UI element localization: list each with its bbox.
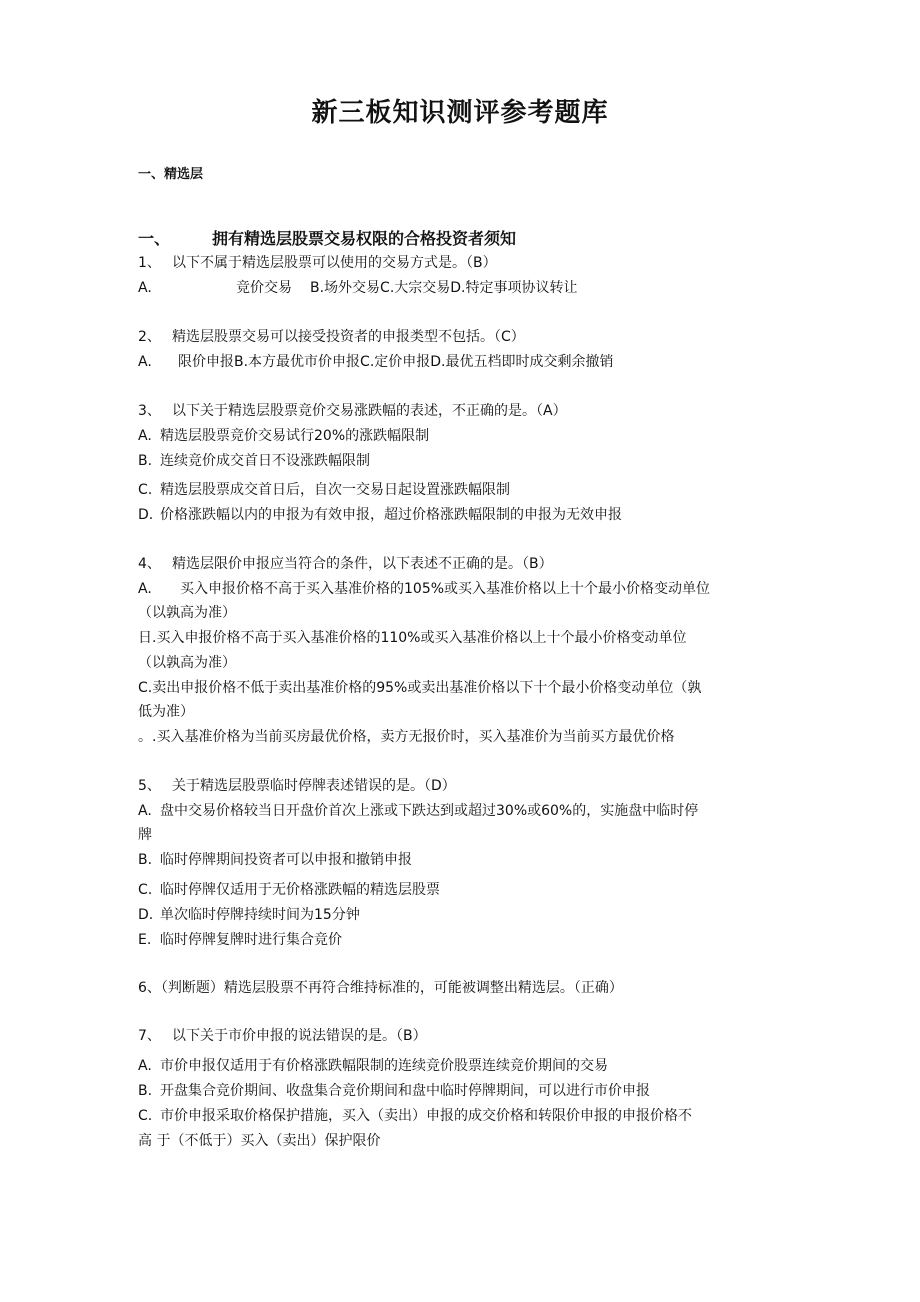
option-label: A. — [138, 428, 152, 444]
option-label: C. — [138, 882, 153, 898]
option-label: C. — [138, 1108, 153, 1124]
option-text: 市价申报采取价格保护措施，买入（卖出）申报的成交价格和转限价申报的申报价格不 — [160, 1108, 692, 1124]
option-text: 临时停牌复牌时进行集合竞价 — [160, 932, 342, 948]
question-text: 以下关于精选层股票竞价交易涨跌幅的表述，不正确的是。（A） — [172, 403, 567, 419]
option-label: D. — [138, 507, 154, 523]
option-b-continued: （以孰高为准） — [138, 655, 236, 671]
option-label: B. — [138, 1083, 153, 1099]
option-c — [138, 480, 510, 500]
question-text: 精选层限价申报应当符合的条件，以下表述不正确的是。（B） — [172, 556, 553, 572]
question-2-options — [138, 352, 614, 372]
option-d — [138, 905, 360, 925]
question-number: 4、 — [138, 556, 161, 572]
option-a-continued: 牌 — [138, 827, 152, 843]
question-7 — [138, 1026, 427, 1046]
option-text: 开盘集合竞价期间、收盘集合竞价期间和盘中临时停牌期间，可以进行市价申报 — [160, 1083, 650, 1099]
notice-text: 拥有精选层股票交易权限的合格投资者须知 — [212, 229, 517, 248]
option-d — [138, 505, 622, 525]
option-text: 价格涨跌幅以内的申报为有效申报，超过价格涨跌幅限制的申报为无效申报 — [160, 507, 622, 523]
question-number: 7、 — [138, 1028, 161, 1044]
question-number: 5、 — [138, 778, 161, 794]
option-c — [138, 1106, 692, 1126]
option-text: 买入申报价格不高于买入基准价格的105%或买入基准价格以上十个最小价格变动单位 — [180, 581, 711, 597]
option-text: 竞价交易 — [236, 280, 292, 296]
option-label: A. — [138, 1058, 152, 1074]
option-text: B.场外交易C.大宗交易D.特定事项协议转让 — [310, 280, 578, 296]
option-b — [138, 451, 370, 471]
option-label: A. — [138, 803, 152, 819]
question-2 — [138, 327, 525, 347]
option-a — [138, 1056, 608, 1076]
option-c: C.卖出申报价格不低于卖出基准价格的95%或卖出基准价格以下十个最小价格变动单位（孰 — [138, 680, 702, 696]
option-b: 日.买入申报价格不高于买入基准价格的110%或买入基准价格以上十个最小价格变动单位 — [138, 630, 687, 646]
option-text: 临时停牌期间投资者可以申报和撤销申报 — [160, 852, 412, 868]
option-a-continued: （以孰高为准） — [138, 605, 236, 621]
option-label: B. — [138, 453, 153, 469]
option-label: C. — [138, 482, 153, 498]
option-label: E. — [138, 932, 152, 948]
question-text: 精选层股票交易可以接受投资者的申报类型不包括。（C） — [172, 329, 525, 345]
question-text: 以下关于市价申报的说法错误的是。（B） — [172, 1028, 427, 1044]
option-label: A. — [138, 581, 152, 597]
option-c-continued: 低为准） — [138, 704, 194, 720]
notice-heading — [138, 226, 516, 249]
option-a — [138, 426, 429, 446]
option-c-continued: 高 于（不低于）买入（卖出）保护限价 — [138, 1133, 381, 1149]
option-label: D. — [138, 907, 154, 923]
question-number: 2、 — [138, 329, 161, 345]
question-number: 3、 — [138, 403, 161, 419]
question-text: 关于精选层股票临时停牌表述错误的是。（D） — [172, 778, 456, 794]
option-a — [138, 579, 710, 599]
option-d: 。.买入基准价格为当前买房最优价格，卖方无报价时，买入基准价为当前买方最优价格 — [138, 729, 675, 745]
question-3 — [138, 401, 567, 421]
option-label: A. — [138, 280, 152, 296]
option-b — [138, 1081, 650, 1101]
question-1-options — [138, 278, 578, 298]
question-number: 1、 — [138, 255, 161, 271]
option-e — [138, 930, 342, 950]
option-text: 市价申报仅适用于有价格涨跌幅限制的连续竞价股票连续竞价期间的交易 — [160, 1058, 608, 1074]
question-1 — [138, 253, 497, 273]
question-text: 以下不属于精选层股票可以使用的交易方式是。（B） — [172, 255, 497, 271]
option-label: A. — [138, 354, 152, 370]
option-text: 临时停牌仅适用于无价格涨跌幅的精选层股票 — [160, 882, 440, 898]
notice-number: 一、 — [138, 229, 171, 248]
page-title: 新三板知识测评参考题库 — [311, 98, 609, 128]
option-text: 连续竞价成交首日不设涨跌幅限制 — [160, 453, 370, 469]
option-text: 单次临时停牌持续时间为15分钟 — [160, 907, 360, 923]
question-5 — [138, 776, 456, 796]
option-c — [138, 880, 440, 900]
option-a — [138, 801, 698, 821]
option-text: 精选层股票竞价交易试行20%的涨跌幅限制 — [160, 428, 430, 444]
option-text: 限价申报B.本方最优市价申报C.定价申报D.最优五档即时成交剩余撤销 — [178, 354, 614, 370]
option-b — [138, 850, 412, 870]
option-text: 盘中交易价格较当日开盘价首次上涨或下跌达到或超过30%或60%的，实施盘中临时停 — [160, 803, 699, 819]
section-heading: 一、精选层 — [138, 167, 204, 182]
option-label: B. — [138, 852, 153, 868]
question-4 — [138, 554, 553, 574]
option-text: 精选层股票成交首日后，自次一交易日起设置涨跌幅限制 — [160, 482, 510, 498]
question-6: 6、（判断题）精选层股票不再符合维持标准的，可能被调整出精选层。（正确） — [138, 980, 623, 996]
